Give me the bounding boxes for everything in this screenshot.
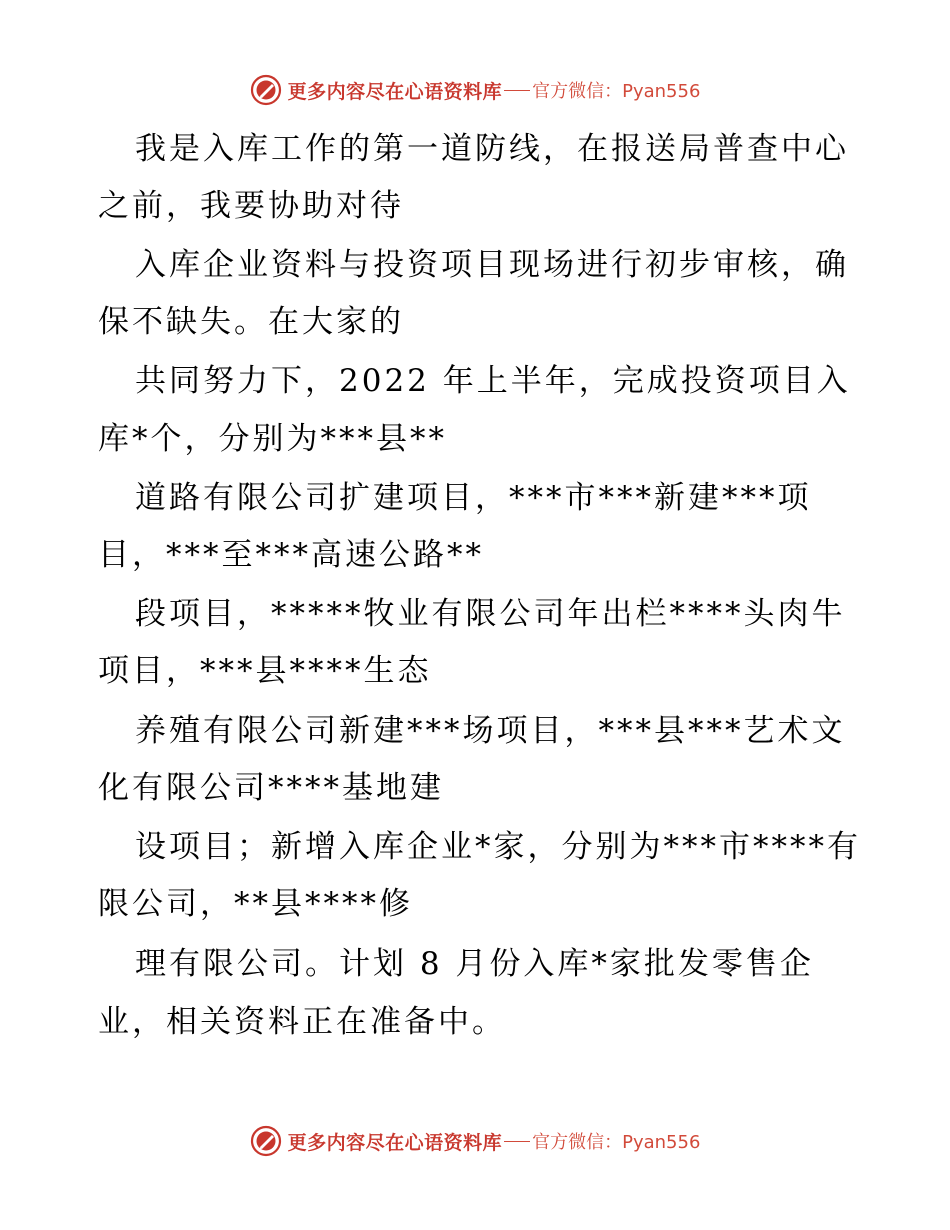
paragraph-line: 我是入库工作的第一道防线，在报送局普查中心	[135, 131, 849, 167]
paragraph-line: 共同努力下，2022 年上半年，完成投资项目入	[135, 363, 851, 399]
paragraph-line: 道路有限公司扩建项目，***市***新建***项	[135, 480, 812, 516]
paragraph-line: 业，相关资料正在准备中。	[98, 1004, 506, 1040]
footer-watermark	[0, 1121, 950, 1161]
paragraph-line: 库*个，分别为***县**	[98, 421, 447, 457]
paragraph-line: 理有限公司。计划 8 月份入库*家批发零售企	[135, 946, 814, 982]
wechat-text: 官方微信：Pyan556	[532, 1132, 701, 1153]
pen-seal-icon	[250, 1125, 282, 1157]
paragraph-line: 入库企业资料与投资项目现场进行初步审核，确	[135, 247, 849, 283]
paragraph-line: 化有限公司****基地建	[98, 770, 444, 806]
paragraph-line: 段项目，*****牧业有限公司年出栏****头肉牛	[135, 596, 846, 632]
paragraph-line: 项目，***县****生态	[98, 653, 432, 689]
paragraph-line: 保不缺失。在大家的	[98, 304, 404, 340]
wechat-text: 官方微信：Pyan556	[532, 81, 701, 102]
brand-text: 更多内容尽在心语资料库	[287, 1131, 503, 1154]
brand-text: 更多内容尽在心语资料库	[287, 80, 503, 103]
paragraph-line: 限公司，**县****修	[98, 886, 413, 922]
paragraph-line: 养殖有限公司新建***场项目，***县***艺术文	[135, 713, 846, 749]
paragraph-line: 目，***至***高速公路**	[98, 537, 484, 573]
divider-dash	[504, 1141, 530, 1142]
paragraph-line: 设项目；新增入库企业*家，分别为***市****有	[135, 829, 861, 865]
paragraph-line: 之前，我要协助对待	[98, 188, 404, 224]
